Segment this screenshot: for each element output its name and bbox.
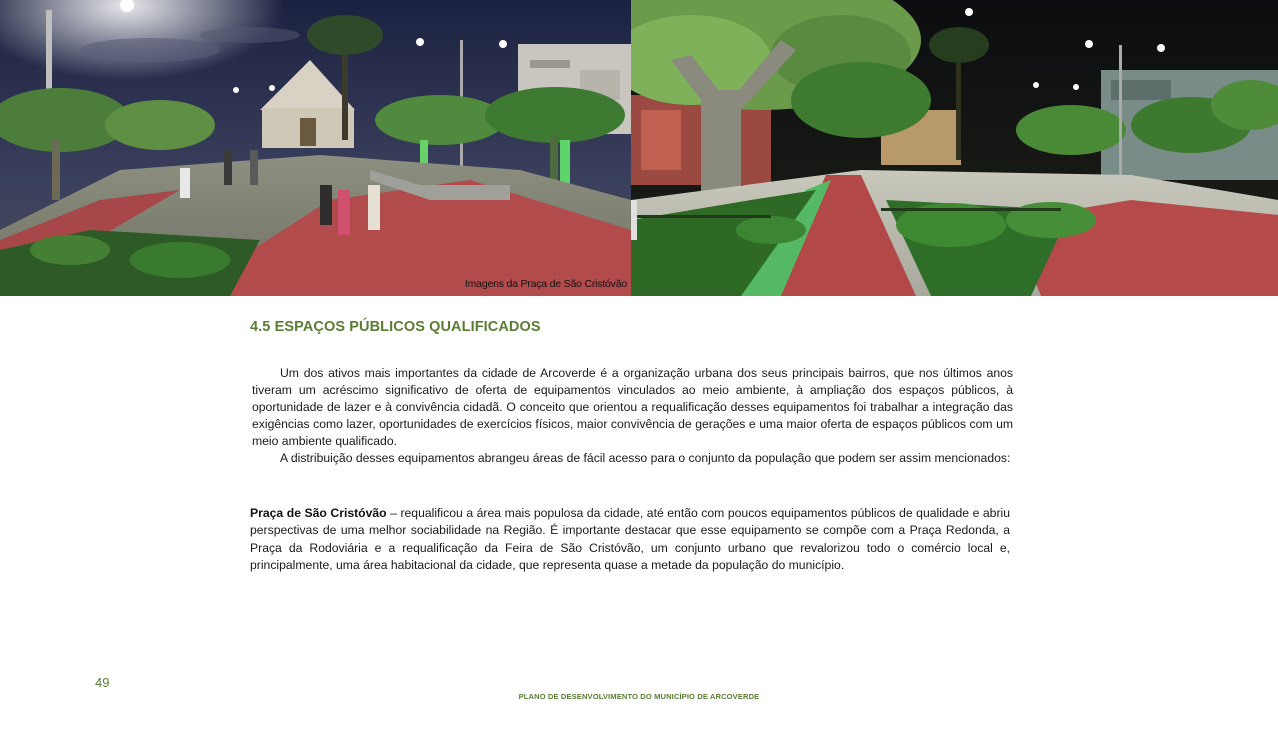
body-text <box>252 365 1013 466</box>
praca-photo-left <box>0 0 631 296</box>
photo-caption: Imagens da Praça de São Cristóvão <box>464 278 627 290</box>
praca-title: Praça de São Cristóvão <box>250 506 387 520</box>
section-heading: 4.5 ESPAÇOS PÚBLICOS QUALIFICADOS <box>250 319 541 335</box>
praca-night-image-right <box>631 0 1278 296</box>
praca-paragraph <box>250 505 1010 574</box>
page-footer: PLANO DE DESENVOLVIMENTO DO MUNICÍPIO DE ARCOVERDE <box>518 692 760 701</box>
paragraph-2: A distribuição desses equipamentos abrangeu áreas de fácil acesso para o conjunto da população que podem ser assim mencionados: <box>280 450 1011 465</box>
praca-description: – requalificou a área mais populosa da cidade, até então com poucos equipamentos públicos de qualidade e abriu perspectivas de uma melhor sociabilidade na Região. É importante destacar que esse equipamento se compõe com a Praça Redonda, a Praça da Rodoviária e a requalificação da Feira de São Cristóvão, um conjunto urbano que revalorizou todo o comércio local e, principalmente, uma área habitacional da cidade, que representa quase a metade da população do município. <box>250 506 1010 572</box>
praca-photo-right <box>631 0 1278 296</box>
page-number: 49 <box>95 675 110 690</box>
paragraph-1: Um dos ativos mais importantes da cidade de Arcoverde é a organização urbana dos seus principais bairros, que nos últimos anos tiveram um acréscimo significativo de oferta de equipamentos vinculados ao meio ambiente, à ampliação dos espaços públicos, à oportunidade de lazer e à convivência cidadã. O conceito que orientou a requalificação desses equipamentos foi trabalhar a integração das exigências como lazer, oportunidades de exercícios físicos, maior convivência de gerações e uma maior oferta de espaços públicos com um meio ambiente qualificado. <box>252 366 1013 448</box>
photo-strip <box>0 0 1278 296</box>
praca-night-image-left <box>0 0 631 296</box>
